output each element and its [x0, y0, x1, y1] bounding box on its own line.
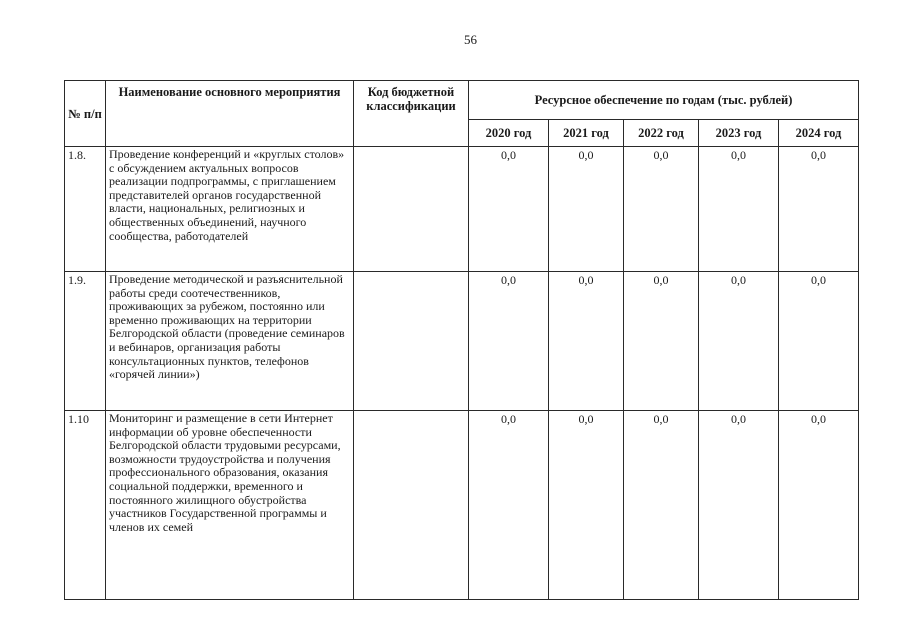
header-year-2023: 2023 год — [699, 120, 779, 147]
value-2020: 0,0 — [469, 147, 549, 272]
header-budget-code: Код бюджетной классификации — [354, 81, 469, 147]
header-activity-name: Наименование основного мероприятия — [106, 81, 354, 147]
value-2023: 0,0 — [699, 272, 779, 411]
budget-code — [354, 411, 469, 600]
header-year-2021: 2021 год — [549, 120, 624, 147]
budget-code — [354, 147, 469, 272]
resource-table — [64, 80, 859, 600]
header-year-2020: 2020 год — [469, 120, 549, 147]
table-row — [65, 411, 859, 600]
value-2024: 0,0 — [779, 411, 859, 600]
table-row — [65, 147, 859, 272]
value-2020: 0,0 — [469, 411, 549, 600]
activity-name: Проведение конференций и «круглых столов» с обсуждением актуальных вопросов реализации подпрограммы, с приглашением представителей органов государственной власти, национальных, религиозных и общественных объединений, научного сообщества, работодателей — [106, 147, 354, 272]
value-2023: 0,0 — [699, 147, 779, 272]
row-number: 1.8. — [65, 147, 106, 272]
value-2022: 0,0 — [624, 272, 699, 411]
value-2024: 0,0 — [779, 272, 859, 411]
value-2020: 0,0 — [469, 272, 549, 411]
row-number: 1.10 — [65, 411, 106, 600]
table-row — [65, 272, 859, 411]
activity-name: Проведение методической и разъяснительной работы среди соотечественников, проживающих за рубежом, постоянно или временно проживающих на территории Белгородской области (проведение семинаров и вебинаров, организация работы консультационных пунктов, телефонов «горячей линии») — [106, 272, 354, 411]
value-2022: 0,0 — [624, 147, 699, 272]
header-resources: Ресурсное обеспечение по годам (тыс. рублей) — [469, 81, 859, 120]
budget-code — [354, 272, 469, 411]
header-year-2022: 2022 год — [624, 120, 699, 147]
value-2022: 0,0 — [624, 411, 699, 600]
value-2021: 0,0 — [549, 272, 624, 411]
header-number: № п/п — [65, 81, 106, 147]
row-number: 1.9. — [65, 272, 106, 411]
value-2021: 0,0 — [549, 147, 624, 272]
header-year-2024: 2024 год — [779, 120, 859, 147]
activity-name: Мониторинг и размещение в сети Интернет информации об уровне обеспеченности Белгородской области трудовыми ресурсами, возможности трудоустройства и получения профессионального образования, оказания социальной поддержки, временного и постоянного жилищного обустройства участников Государственной программы и членов их семей — [106, 411, 354, 600]
value-2021: 0,0 — [549, 411, 624, 600]
value-2024: 0,0 — [779, 147, 859, 272]
value-2023: 0,0 — [699, 411, 779, 600]
page-number: 56 — [464, 32, 477, 47]
